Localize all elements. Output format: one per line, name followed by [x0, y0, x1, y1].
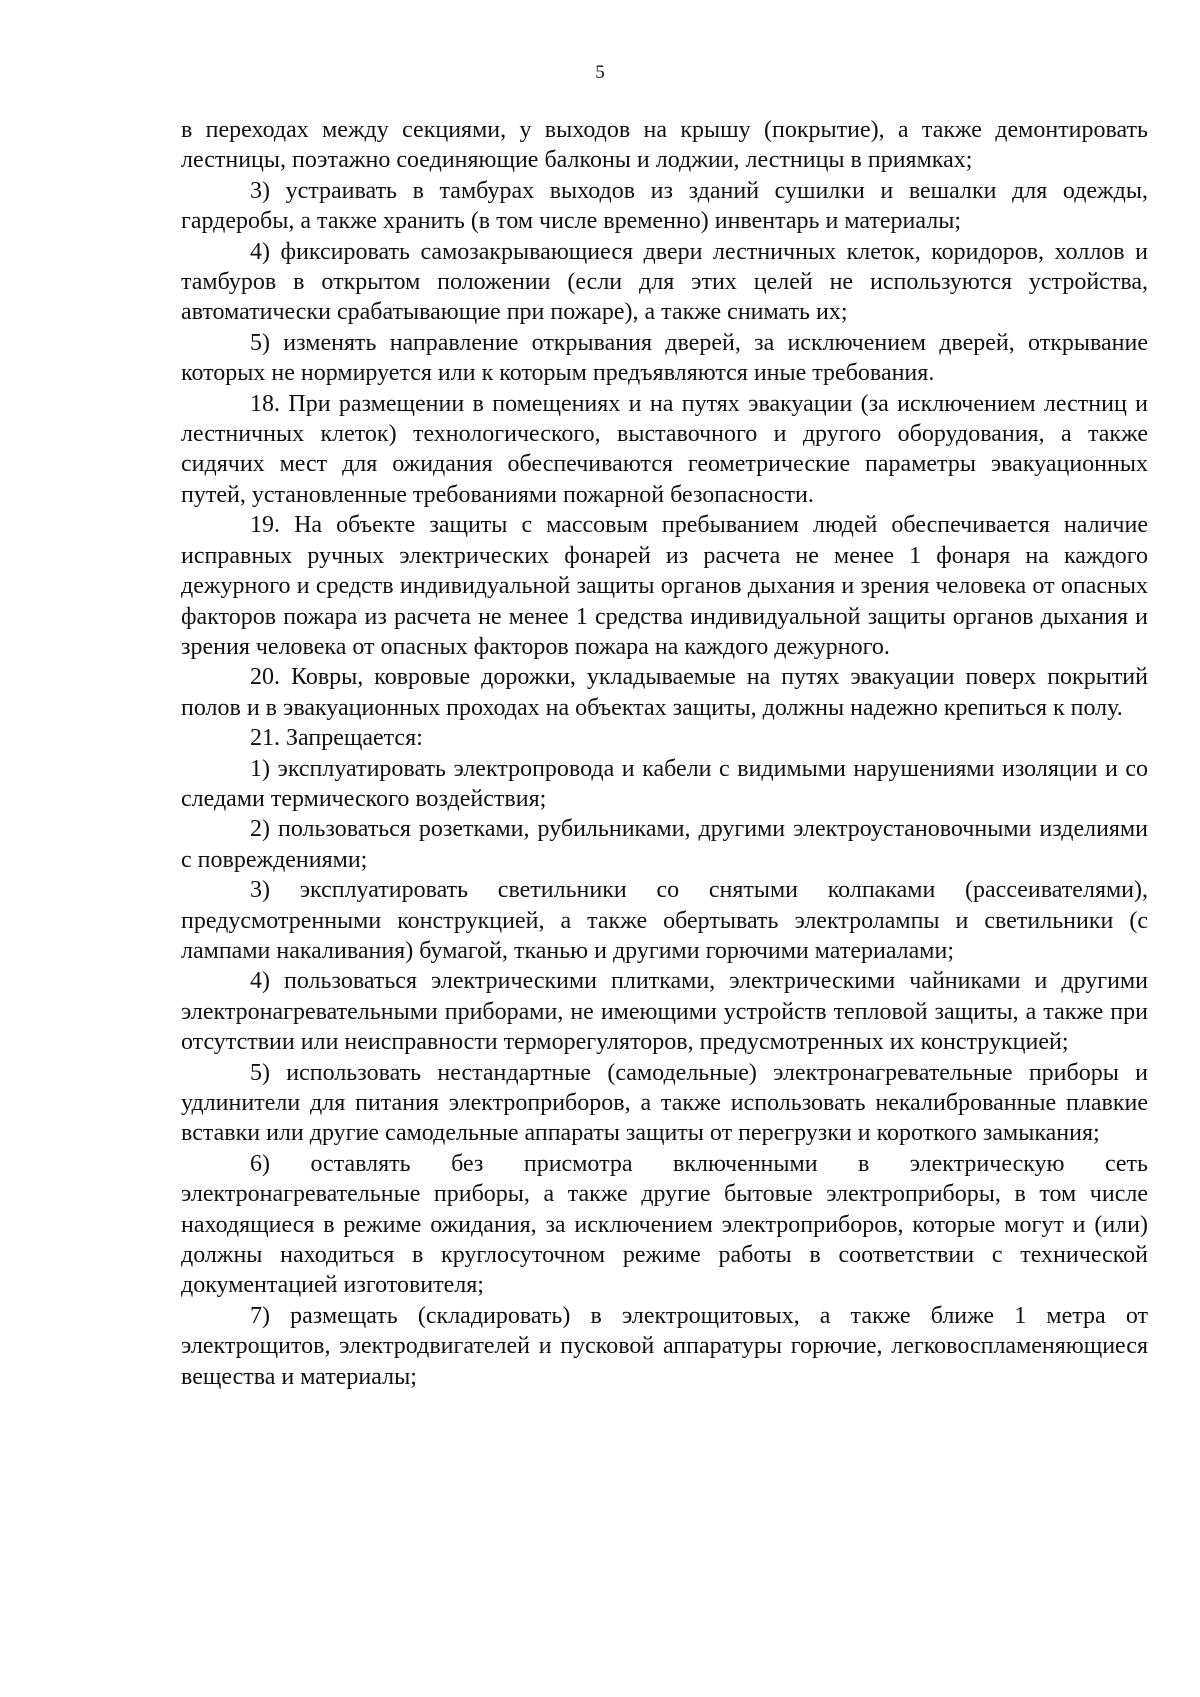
clause-19: 19. На объекте защиты с массовым пребыванием людей обеспечивается наличие исправных ручных электрических фонарей из расчета не менее 1 фонаря на каждого дежурного и средств индивидуальной защиты органов дыхания и зрения человека от опасных факторов пожара из расчета не менее 1 средства индивидуальной защиты органов дыхания и зрения человека от опасных факторов пожара на каждого дежурного. — [181, 512, 1148, 660]
paragraph-continuation: в переходах между секциями, у выходов на крышу (покрытие), а также демонтировать лестницы, поэтажно соединяющие балконы и лоджии, лестницы в приямках; — [181, 117, 1148, 174]
clause-21-item-7: 7) размещать (складировать) в электрощитовых, а также ближе 1 метра от электрощитов, электродвигателей и пусковой аппаратуры горючие, легковоспламеняющиеся вещества и материалы; — [181, 1302, 1148, 1390]
page-number: 5 — [595, 62, 605, 83]
clause-21-item-6: 6) оставлять без присмотра включенными в электрическую сеть электронагревательные приборы, а также другие бытовые электроприборы, в том числе находящиеся в режиме ожидания, за исключением электроприборов, которые могут и (или) должны находиться в круглосуточном режиме работы в соответствии с технической документацией изготовителя; — [181, 1150, 1148, 1299]
clause-21-item-5: 5) использовать нестандартные (самодельные) электронагревательные приборы и удлинители для питания электроприборов, а также использовать некалиброванные плавкие вставки или другие самодельные аппараты защиты от перегрузки и короткого замыкания; — [181, 1059, 1148, 1147]
clause-18: 18. При размещении в помещениях и на путях эвакуации (за исключением лестниц и лестничных клеток) технологического, выставочного и другого оборудования, а также сидячих мест для ожидания обеспечиваются геометрические параметры эвакуационных путей, установленные требованиями пожарной безопасности. — [181, 390, 1148, 508]
clause-21-item-3: 3) эксплуатировать светильники со снятыми колпаками (рассеивателями), предусмотренными конструкцией, а также обертывать электролампы и светильники (с лампами накаливания) бумагой, тканью и другими горючими материалами; — [181, 877, 1148, 964]
clause-21-item-4: 4) пользоваться электрическими плитками, электрическими чайниками и другими электронагревательными приборами, не имеющими устройств тепловой защиты, а также при отсутствии или неисправности терморегуляторов, предусмотренных их конструкцией; — [181, 968, 1148, 1056]
clause-21-item-1: 1) эксплуатировать электропровода и кабели с видимыми нарушениями изоляции и со следами термического воздействия; — [181, 755, 1148, 812]
clause-21-item-2: 2) пользоваться розетками, рубильниками, другими электроустановочными изделиями с повреждениями; — [181, 816, 1148, 873]
clause-21-heading: 21. Запрещается: — [250, 725, 423, 752]
clause-20: 20. Ковры, ковровые дорожки, укладываемые на путях эвакуации поверх покрытий полов и в эвакуационных проходах на объектах защиты, должны надежно крепиться к полу. — [181, 664, 1148, 721]
document-body — [181, 115, 1148, 1392]
list-item-5: 5) изменять направление открывания дверей, за исключением дверей, открывание которых не нормируется или к которым предъявляются иные требования. — [181, 329, 1148, 387]
list-item-4: 4) фиксировать самозакрывающиеся двери лестничных клеток, коридоров, холлов и тамбуров в открытом положении (если для этих целей не используются устройства, автоматически срабатывающие при пожаре), а также снимать их; — [181, 238, 1148, 326]
list-item-3: 3) устраивать в тамбурах выходов из зданий сушилки и вешалки для одежды, гардеробы, а также хранить (в том числе временно) инвентарь и материалы; — [181, 177, 1148, 235]
